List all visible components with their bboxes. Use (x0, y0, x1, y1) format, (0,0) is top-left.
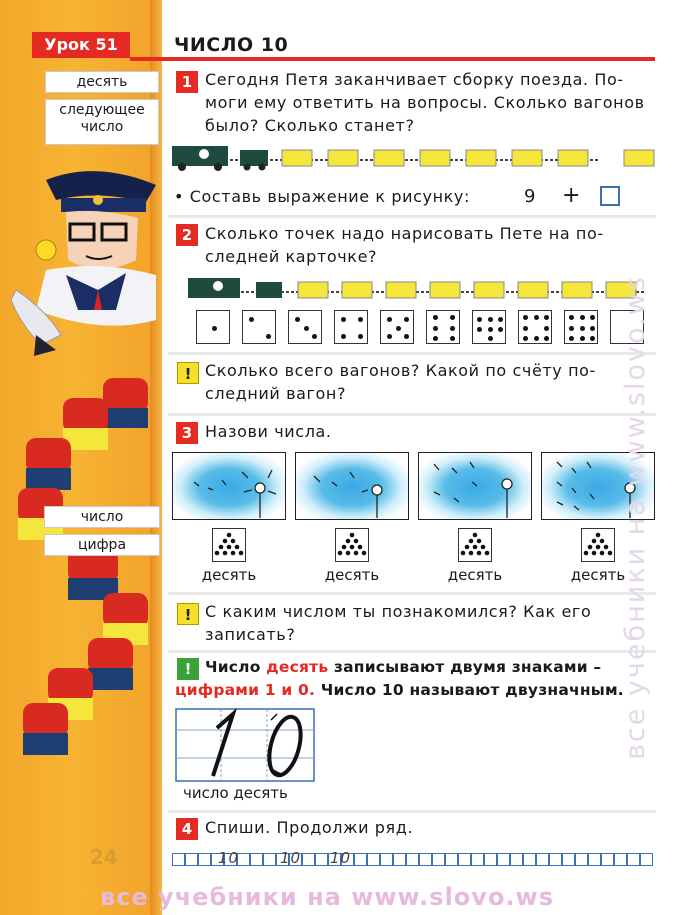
triangle-dot (592, 539, 597, 544)
task-1-number: 1 (176, 71, 198, 93)
triangle-dot (239, 551, 244, 556)
expression-left: 9 (524, 186, 536, 207)
grid-cell[interactable] (614, 853, 627, 866)
triangle-dot (469, 551, 474, 556)
dot (498, 327, 503, 332)
copy-sample-3: 10 (330, 849, 352, 867)
dot-card-1 (196, 310, 230, 344)
header-rule (130, 57, 655, 61)
task-4-number: 4 (176, 818, 198, 840)
triangle-dot (223, 539, 228, 544)
dot-card-4 (334, 310, 368, 344)
dot (534, 336, 539, 341)
question-2-text (205, 600, 657, 646)
dot (433, 336, 438, 341)
triangle-dot (362, 551, 367, 556)
triangle-dot (465, 545, 470, 550)
separator-2 (168, 352, 656, 355)
dot (341, 334, 346, 339)
copy-sample-1: 10 (218, 849, 240, 867)
copy-sample-2: 10 (280, 849, 302, 867)
grid-cell[interactable] (549, 853, 562, 866)
dot-card-5 (380, 310, 414, 344)
dot (450, 336, 455, 341)
dot (544, 326, 549, 331)
dot (590, 315, 595, 320)
rule-line2-rest: Число 10 называют двузначным. (315, 681, 624, 699)
triangle-dot (461, 551, 466, 556)
grid-cell[interactable] (536, 853, 549, 866)
triangle-dot (481, 545, 486, 550)
dot (488, 317, 493, 322)
grid-cell[interactable] (263, 853, 276, 866)
grid-cell[interactable] (172, 853, 185, 866)
triangle-dot (588, 545, 593, 550)
triangle-dot (346, 539, 351, 544)
dot-card-7 (472, 310, 506, 344)
task-2-text (205, 222, 657, 268)
triangle-dot (219, 545, 224, 550)
dot (569, 336, 574, 341)
tag-ten: десять (45, 71, 159, 93)
triangle-dot (596, 533, 601, 538)
triangle-dot (358, 545, 363, 550)
triangle-dot (469, 539, 474, 544)
task-1-line-2: моги ему ответить на вопросы. Сколько вагонов (205, 93, 645, 112)
dot (358, 334, 363, 339)
dot (544, 315, 549, 320)
dot (544, 336, 549, 341)
triangle-dot (608, 551, 613, 556)
dot (477, 327, 482, 332)
triangle-dot (477, 551, 482, 556)
triangle-dot (227, 545, 232, 550)
triangle-dot (596, 545, 601, 550)
writing-caption: число десять (183, 784, 288, 802)
grid-cell[interactable] (406, 853, 419, 866)
triangle-dot (227, 533, 232, 538)
task-2-number: 2 (176, 224, 198, 246)
rule-part2: записывают двумя знаками – (328, 658, 602, 676)
grid-cell[interactable] (497, 853, 510, 866)
question-2-line-2: записать? (205, 625, 296, 644)
dot-card-6 (426, 310, 460, 344)
grid-cell[interactable] (302, 853, 315, 866)
grid-cell[interactable] (458, 853, 471, 866)
task-3-number: 3 (176, 422, 198, 444)
count-label-3: десять (447, 566, 503, 584)
task-1-line-3: было? Сколько станет? (205, 116, 415, 135)
separator-3 (168, 413, 656, 416)
task-2-line-2: следней карточке? (205, 247, 378, 266)
dot (534, 315, 539, 320)
task-1-yellow-wagons (282, 150, 654, 166)
triangle-dot (604, 545, 609, 550)
dot (249, 317, 254, 322)
dot (387, 317, 392, 322)
grid-cell[interactable] (601, 853, 614, 866)
grid-cell[interactable] (185, 853, 198, 866)
dot-card-3 (288, 310, 322, 344)
tag-next-number (45, 99, 159, 145)
page-title: ЧИСЛО 10 (174, 34, 289, 56)
digit-ten-writing-sample (175, 708, 315, 782)
triangle-dot (342, 545, 347, 550)
dot (523, 315, 528, 320)
dot (341, 317, 346, 322)
question-1-badge: ! (177, 362, 199, 384)
triangle-dot (473, 545, 478, 550)
dot (523, 326, 528, 331)
triangle-dot (235, 545, 240, 550)
question-1-line-1: Сколько всего вагонов? Какой по счёту по- (205, 361, 596, 380)
dot-card-9 (564, 310, 598, 344)
triangle-dot (584, 551, 589, 556)
rule-line-1 (205, 656, 661, 679)
count-label-1: десять (201, 566, 257, 584)
dot (212, 326, 217, 331)
question-2-line-1: С каким числом ты познакомился? Как его (205, 602, 592, 621)
triangle-dot (592, 551, 597, 556)
dot (580, 315, 585, 320)
triangle-dot (350, 533, 355, 538)
dot (387, 334, 392, 339)
grid-cell[interactable] (523, 853, 536, 866)
dot (396, 326, 401, 331)
dandelion-seeds-overlay (172, 452, 656, 520)
dot (404, 334, 409, 339)
watermark-bottom: все учебники на www.slovo.ws (100, 883, 554, 911)
task-2-line-1: Сколько точек надо нарисовать Пете на по- (205, 224, 604, 243)
task-3-text: Назови числа. (205, 422, 332, 441)
triangle-dot (338, 551, 343, 556)
margin-wagons (18, 378, 148, 755)
task-1-train-illustration (170, 142, 660, 172)
count-label-4: десять (570, 566, 626, 584)
question-1-line-2: следний вагон? (205, 384, 347, 403)
watermark-side: все учебники на www.slovo.ws (620, 275, 651, 760)
grid-cell[interactable] (198, 853, 211, 866)
grid-cell[interactable] (315, 853, 328, 866)
dot (523, 336, 528, 341)
grid-cell[interactable] (367, 853, 380, 866)
lesson-badge: Урок 51 (32, 32, 130, 58)
expression-answer-box[interactable] (600, 186, 620, 206)
dot-cards-row (196, 310, 656, 346)
triangle-dot (215, 551, 220, 556)
triangle-dot (346, 551, 351, 556)
dot (498, 317, 503, 322)
grid-cell[interactable] (432, 853, 445, 866)
dot (358, 317, 363, 322)
triangle-dot (354, 551, 359, 556)
triangle-dot (477, 539, 482, 544)
dot (590, 336, 595, 341)
task-1-text (205, 68, 657, 137)
grid-cell[interactable] (562, 853, 575, 866)
grid-cell[interactable] (484, 853, 497, 866)
dot (488, 336, 493, 341)
triangle-dot (600, 551, 605, 556)
rule-word-ten: десять (266, 658, 329, 676)
separator-4 (168, 592, 656, 595)
dot (580, 336, 585, 341)
tag-next-number-line2: число (80, 119, 124, 135)
dot (295, 317, 300, 322)
dot (266, 334, 271, 339)
question-2-badge: ! (177, 603, 199, 625)
dot (477, 317, 482, 322)
triangle-dot (354, 539, 359, 544)
grid-cell[interactable] (419, 853, 432, 866)
copy-row-grid[interactable] (172, 853, 658, 867)
task-1-line-1: Сегодня Петя заканчивает сборку поезда. По- (205, 70, 624, 89)
rule-part1: Число (205, 658, 267, 676)
margin-train-illustration (8, 368, 158, 768)
triangle-dot (473, 533, 478, 538)
grid-cell[interactable] (445, 853, 458, 866)
triangle-dot (485, 551, 490, 556)
triangle-dot (223, 551, 228, 556)
dot (580, 326, 585, 331)
dot (404, 317, 409, 322)
dot-card-8 (518, 310, 552, 344)
task-4-text: Спиши. Продолжи ряд. (205, 818, 414, 837)
page-number: 24 (90, 845, 118, 869)
expression-prompt: • Составь выражение к рисунку: (174, 187, 470, 206)
separator-1 (168, 215, 656, 218)
train-driver-boy-illustration (6, 160, 166, 360)
dot (569, 326, 574, 331)
question-1-text (205, 359, 657, 405)
grid-cell[interactable] (640, 853, 653, 866)
triangle-dot (231, 551, 236, 556)
grid-cell[interactable] (627, 853, 640, 866)
dot (433, 326, 438, 331)
grid-cell[interactable] (471, 853, 484, 866)
dot (450, 326, 455, 331)
rule-line-2 (175, 679, 661, 702)
triangle-dots-overlay (212, 528, 616, 562)
dot (433, 315, 438, 320)
rule-badge: ! (177, 658, 199, 680)
triangle-dot (231, 539, 236, 544)
grid-cell[interactable] (380, 853, 393, 866)
grid-cell[interactable] (393, 853, 406, 866)
dot (569, 315, 574, 320)
dot-card-2 (242, 310, 276, 344)
tag-number: число (44, 506, 160, 528)
grid-cell[interactable] (250, 853, 263, 866)
dot (590, 326, 595, 331)
rule-text (175, 656, 661, 702)
tag-digit: цифра (44, 534, 160, 556)
expression-operator: + (562, 183, 581, 208)
dot (488, 327, 493, 332)
triangle-dot (600, 539, 605, 544)
grid-cell[interactable] (588, 853, 601, 866)
separator-6 (168, 810, 656, 813)
task-2-train-illustration (186, 274, 656, 304)
dot (450, 315, 455, 320)
grid-cell[interactable] (575, 853, 588, 866)
dot (312, 334, 317, 339)
rule-line2-red: цифрами 1 и 0. (175, 681, 316, 699)
grid-cell[interactable] (510, 853, 523, 866)
tag-next-number-line1: следующее (59, 102, 145, 118)
separator-5 (168, 650, 656, 653)
count-label-2: десять (324, 566, 380, 584)
dot (304, 326, 309, 331)
triangle-dot (350, 545, 355, 550)
grid-cell[interactable] (354, 853, 367, 866)
